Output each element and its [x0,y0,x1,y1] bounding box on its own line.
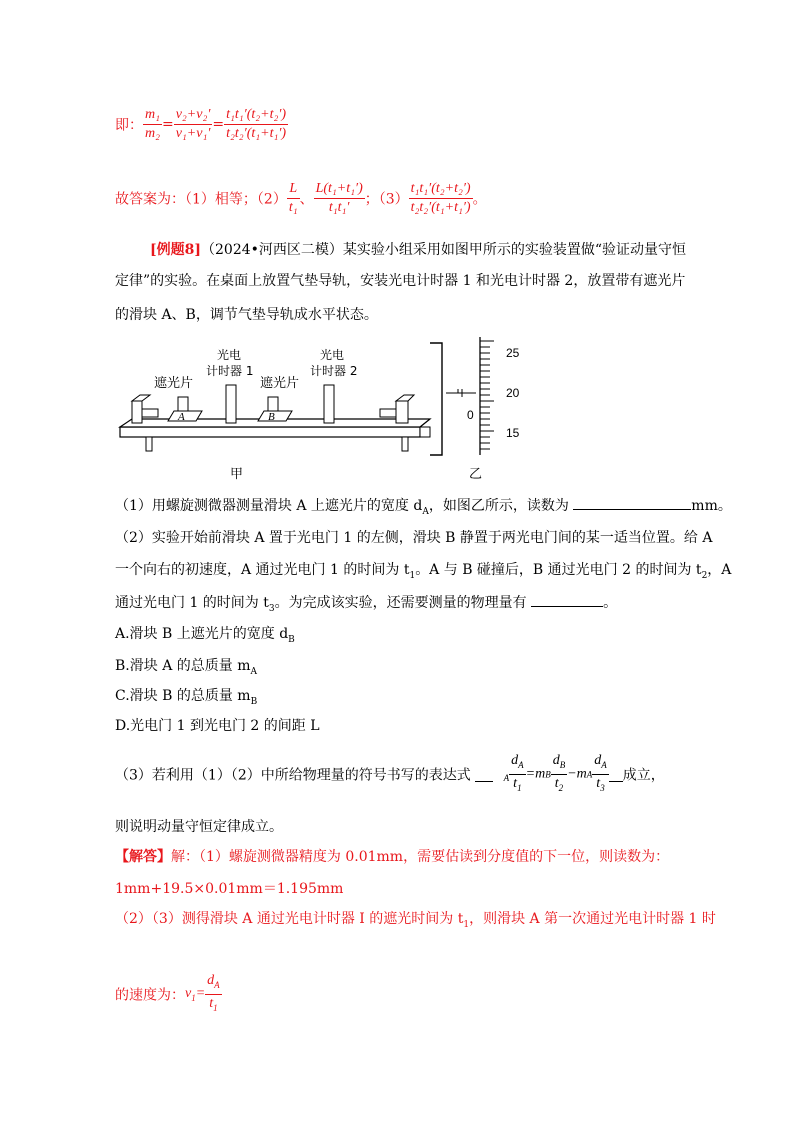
answer-prefix: 故答案为：（1）相等；（2） [115,191,287,208]
question-2-line-3: 通过光电门 1 的时间为 $t_3$。为完成该实验，还需要测量的物理量有 。 [115,592,617,619]
frac-time: $\frac{\text{t₁t₁′(t₂+t₂′)}}{\text{t₂t₂′(t₁+t₁′)}}$ [226,107,287,141]
label-timer2-a: 光电 [320,348,345,362]
question-3-line-2: 则说明动量守恒定律成立。 [115,819,283,835]
q3-frac-3: $\frac{d_A}{t_3}$ [594,753,607,793]
air-track [120,427,420,437]
intro-prefix: 即： [115,117,143,134]
question-2-line-2: 一个向右的初速度，A 通过光电门 1 的时间为 $t_1$。A 与 B 碰撞后，B 通过光电门 2 的时间为 $t_2$，A [115,562,732,581]
experiment-figure [112,335,532,485]
micrometer-tick-25: 25 [506,346,520,360]
option-d[interactable]: D.光电门 1 到光电门 2 的间距 L [115,718,320,734]
question-2-line-1: （2）实验开始前滑块 A 置于光电门 1 的左侧，滑块 B 静置于两光电门间的某一适当位置。给 A [115,530,713,546]
label-slider-a: A [178,411,185,423]
answer-frac-2: $\frac{\text{L(t₁+t₁′)}}{\text{t₁t₁′}}$ [315,181,363,215]
solution-line-1: 【解答】解：（1）螺旋测微器精度为 0.01mm，需要估读到分度值的下一位，则读数为： [115,849,670,865]
answer-blank-q3[interactable] [609,767,623,782]
frac-velocity: $\frac{\text{v₂+v₂′}}{\text{v₁+v₁′}}$ [175,107,211,141]
answer-line: 故答案为：（1）相等；（2） $\frac{L}{\text{t₁}}$ 、 $\frac{\text{L(t₁+t₁′)}}{\text{t₁t₁′}}$ ；（3） $\frac{\text{t₁t₁′(t₂+t₂′)}}{\text{t₂t₂′(t₁+t₁′)}}$ 。 [115,181,487,215]
solution-line-4: 的速度为：$v_1=$ $\frac{d_A}{t_1}$ [115,972,222,1017]
label-shade-a: 遮光片 [154,376,194,391]
solution-line-2: 1mm+19.5×0.01mm＝1.195mm [115,881,344,897]
intro-equation: 即： $\frac{\text{m₁}}{\text{m₂}}$ = $\frac{\text{v₂+v₂′}}{\text{v₁+v₁′}}$ = $\frac{\text{t₁t₁′(t₂+t₂′)}}{\text{t₂t₂′(t₁+t₁′)}}$ [115,107,287,141]
q3-frac-2: $\frac{d_B}{t_2}$ [552,753,566,793]
micrometer-ticks [480,341,494,449]
label-timer2-b: 计时器 2 [310,364,358,378]
example-tag: [例题8] [150,242,201,258]
example-line-1: [例题8]（2024•河西区二模）某实验小组采用如图甲所示的实验装置做“验证动量守恒 [150,242,687,258]
label-shade-b: 遮光片 [260,376,300,391]
question-3-line-1: （3）若利用（1）（2）中所给物理量的符号书写的表达式 $_A$ $\frac{d_A}{t_1}$ =mB $\frac{d_B}{t_2}$ −mA $\frac{d_A}{t_3}$ 成立， [115,752,665,797]
answer-blank-q2[interactable] [531,592,603,607]
frac-m1-m2: $\frac{\text{m₁}}{\text{m₂}}$ [145,107,160,141]
answer-blank-q1[interactable] [573,495,691,510]
micrometer-zero: 0 [467,408,474,422]
answer-frac-1: $\frac{L}{\text{t₁}}$ [288,181,298,215]
slider-b [258,411,292,421]
label-timer1-b: 计时器 1 [206,364,254,378]
label-timer1-a: 光电 [217,348,242,362]
option-b[interactable]: B.滑块 A 的总质量 $m_A$ [115,658,257,677]
q3-frac-1: $\frac{d_A}{t_1}$ [511,753,524,793]
question-1: （1）用螺旋测微器测量滑块 A 上遮光片的宽度 $d_A$，如图乙所示，读数为 mm。 [115,495,732,522]
solution-velocity-frac: $\frac{d_A}{t_1}$ [207,973,220,1013]
example-line-2: 定律”的实验。在桌面上放置气垫导轨，安装光电计时器 1 和光电计时器 2，放置带有遮光片 [115,273,686,289]
photogate-2 [324,385,334,423]
label-slider-b: B [268,411,275,423]
micrometer-tick-15: 15 [506,426,520,440]
shade-a [178,397,188,411]
option-c[interactable]: C.滑块 B 的总质量 $m_B$ [115,688,258,707]
photogate-1 [226,385,236,423]
caption-yi: 乙 [469,467,483,482]
example-line-3: 的滑块 A、B，调节气垫导轨成水平状态。 [115,307,378,323]
shade-b [268,397,278,411]
solution-line-3: （2）（3）测得滑块 A 通过光电计时器 I 的遮光时间为 $t_1$，则滑块 A 第一次通过光电计时器 1 时 [115,911,716,930]
solution-tag: 【解答】 [115,849,171,865]
micrometer-tick-20: 20 [506,386,520,400]
slider-a [168,411,202,421]
caption-jia: 甲 [230,467,244,482]
answer-frac-3: $\frac{\text{t₁t₁′(t₂+t₂′)}}{\text{t₂t₂′(t₁+t₁′)}}$ [410,181,471,215]
option-a[interactable]: A.滑块 B 上遮光片的宽度 $d_B$ [115,626,295,645]
